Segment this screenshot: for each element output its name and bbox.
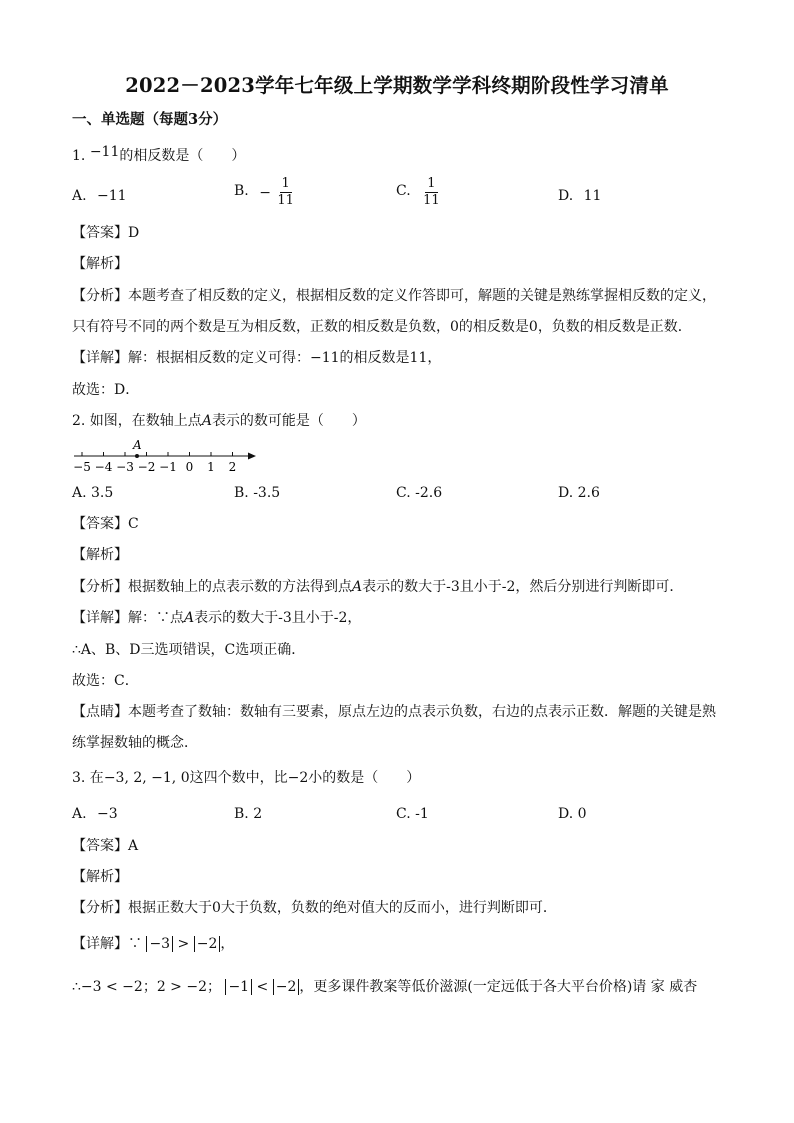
q1-stem-math: −11 — [89, 144, 120, 160]
number-line-tick-label: −3 — [116, 460, 134, 474]
q1-answer — [72, 223, 139, 243]
q2-option-a: A. 3.5 — [72, 485, 114, 501]
q1-jiexi-heading: 【解析】 — [72, 256, 128, 272]
q1-option-c — [396, 176, 442, 209]
q3-option-c: C. -1 — [396, 806, 429, 822]
q3-fenxi-tag: 【分析】 — [72, 900, 128, 916]
q1-option-b-denominator: 11 — [277, 193, 294, 208]
q1-option-c-numerator: 1 — [427, 176, 436, 191]
q1-number: 1. — [72, 148, 86, 164]
q1-answer-tag: 【答案】 — [72, 225, 128, 241]
q3-abs-neg2: −2 — [194, 936, 221, 952]
q3-stem-b: 这四个数中，比 — [189, 770, 288, 786]
q3-jiexi-heading: 【解析】 — [72, 869, 128, 885]
q3-xiangjie — [72, 934, 234, 954]
q2-jiexi-heading: 【解析】 — [72, 547, 128, 563]
q1-option-a-label: A. — [72, 188, 87, 204]
q1-option-b-label: B. — [234, 182, 249, 199]
q2-answer-tag: 【答案】 — [72, 516, 128, 532]
q3-option-a-value: −3 — [97, 806, 118, 822]
number-line-tick-label: −4 — [94, 460, 113, 474]
q2-conclusion: ∴A、B、D三选项错误，C选项正确． — [72, 642, 306, 658]
q3-gt-symbol: > — [177, 936, 190, 952]
q2-answer-value: C — [128, 516, 139, 532]
q3-option-b: B. 2 — [234, 806, 263, 822]
q3-option-d: D. 0 — [558, 806, 587, 822]
q2-fenxi-tag: 【分析】 — [72, 579, 128, 595]
q2-dianjing-line1 — [72, 702, 716, 722]
q1-fenxi-tag: 【分析】 — [72, 288, 128, 304]
q2-answer — [72, 514, 139, 534]
q2-option-d: D. 2.6 — [558, 485, 600, 501]
number-line-tick-label: −5 — [73, 460, 91, 474]
number-line-tick-label: 2 — [228, 460, 237, 474]
q1-stem — [72, 146, 245, 166]
q3-stem-c: 小的数是（ ） — [308, 770, 421, 786]
q2-fenxi-var: A — [352, 579, 363, 595]
page-title: 2022－2023学年七年级上学期数学学科终期阶段性学习清单 — [125, 74, 669, 97]
q2-xiangjie-tag: 【详解】 — [72, 610, 128, 626]
q1-xiangjie-text: 解：根据相反数的定义可得：−11的相反数是11， — [128, 350, 442, 366]
q3-stem-math: −3, 2, −1, 0 — [103, 770, 190, 786]
q3-comma: ， — [220, 936, 235, 952]
number-line-tick-label: −1 — [159, 460, 177, 474]
q1-option-b — [234, 176, 296, 209]
q3-fenxi — [72, 898, 557, 918]
q1-option-c-label: C. — [396, 182, 411, 199]
q3-lt-symbol: < — [256, 979, 269, 995]
q1-guxuan: 故选：D． — [72, 382, 140, 398]
q3-answer — [72, 836, 138, 856]
number-line-tick-label: 1 — [207, 460, 215, 474]
q1-option-c-fraction — [421, 176, 442, 209]
q3-answer-tag: 【答案】 — [72, 838, 128, 854]
q1-xiangjie-tag: 【详解】 — [72, 350, 128, 366]
q3-option-a — [72, 806, 118, 822]
q3-abs-neg2-b: −2 — [273, 979, 300, 995]
point-a-marker — [135, 454, 139, 458]
q3-xiangjie-tag: 【详解】 — [72, 936, 128, 952]
q2-stem-end: 表示的数可能是（ ） — [211, 413, 366, 429]
q1-xiangjie — [72, 348, 441, 368]
q2-stem — [72, 411, 366, 431]
q2-option-b: B. -3.5 — [234, 485, 281, 501]
q3-because-symbol: ∵ — [128, 936, 142, 952]
q3-stem-math2: −2 — [287, 770, 309, 786]
q1-fenxi-line1 — [72, 286, 716, 306]
q1-option-b-fraction — [275, 176, 296, 209]
q1-option-d — [558, 188, 601, 204]
q3-option-a-label: A. — [72, 806, 87, 822]
q1-option-c-denominator: 11 — [423, 193, 440, 208]
q1-stem-text: 的相反数是（ ） — [119, 148, 246, 164]
number-line-figure — [70, 438, 260, 476]
q1-fenxi-text1: 本题考查了相反数的定义，根据相反数的定义作答即可，解题的关键是熟练掌握相反数的定义， — [128, 288, 716, 304]
point-a-label: A — [133, 438, 142, 452]
q1-option-a — [72, 188, 127, 204]
number-line-tick-label: −2 — [137, 460, 156, 474]
q3-conclusion-a: ∴−3 < −2；2 > −2； — [72, 979, 221, 995]
q2-fenxi-text-a: 根据数轴上的点表示数的方法得到点 — [128, 579, 352, 595]
q3-stem-a: 3. 在 — [72, 770, 104, 786]
number-line-arrow — [248, 453, 256, 460]
q2-fenxi — [72, 577, 683, 597]
q1-option-d-value: 11 — [583, 188, 602, 204]
q1-fenxi-line2: 只有符号不同的两个数是互为相反数，正数的相反数是负数，0的相反数是0，负数的相反数是正数． — [72, 319, 692, 335]
q2-xiangjie-text-b: 表示的数大于-3且小于-2， — [194, 610, 362, 626]
q1-option-d-label: D. — [558, 188, 574, 204]
number-line-tick-label: 0 — [185, 460, 194, 474]
q3-fenxi-text: 根据正数大于0大于负数，负数的绝对值大的反而小，进行判断即可． — [128, 900, 557, 916]
q2-option-c: C. -2.6 — [396, 485, 443, 501]
q2-dianjing-text1: 本题考查了数轴：数轴有三要素，原点左边的点表示负数，右边的点表示正数．解题的关键是熟 — [128, 704, 716, 720]
q2-dianjing-line2: 练掌握数轴的概念． — [72, 735, 198, 751]
q3-conclusion — [72, 977, 697, 997]
q1-option-b-numerator: 1 — [281, 176, 290, 191]
number-line-ticks — [73, 452, 236, 474]
q2-guxuan: 故选：C． — [72, 673, 139, 689]
q1-answer-value: D — [128, 225, 140, 241]
q2-dianjing-tag: 【点睛】 — [72, 704, 128, 720]
q3-abs-neg3: −3 — [146, 936, 173, 952]
q3-answer-value: A — [128, 838, 139, 854]
section-heading: 一、单选题（每题3分） — [72, 111, 228, 128]
q2-xiangjie — [72, 608, 361, 628]
q3-stem — [72, 768, 420, 788]
q2-stem-var: A — [201, 413, 212, 429]
q3-conclusion-b: ，更多课件教案等低价滋源(一定远低于各大平台价格)请 家 威杏 — [299, 979, 698, 995]
q2-xiangjie-var: A — [184, 610, 195, 626]
q3-abs-neg1: −1 — [225, 979, 252, 995]
q2-stem-text: 2. 如图，在数轴上点 — [72, 413, 202, 429]
q1-option-b-sign: − — [259, 184, 271, 201]
q2-xiangjie-text-a: 解：∵点 — [128, 610, 184, 626]
q2-fenxi-text-b: 表示的数大于-3且小于-2，然后分别进行判断即可． — [362, 579, 684, 595]
q1-option-a-value: −11 — [97, 188, 127, 204]
